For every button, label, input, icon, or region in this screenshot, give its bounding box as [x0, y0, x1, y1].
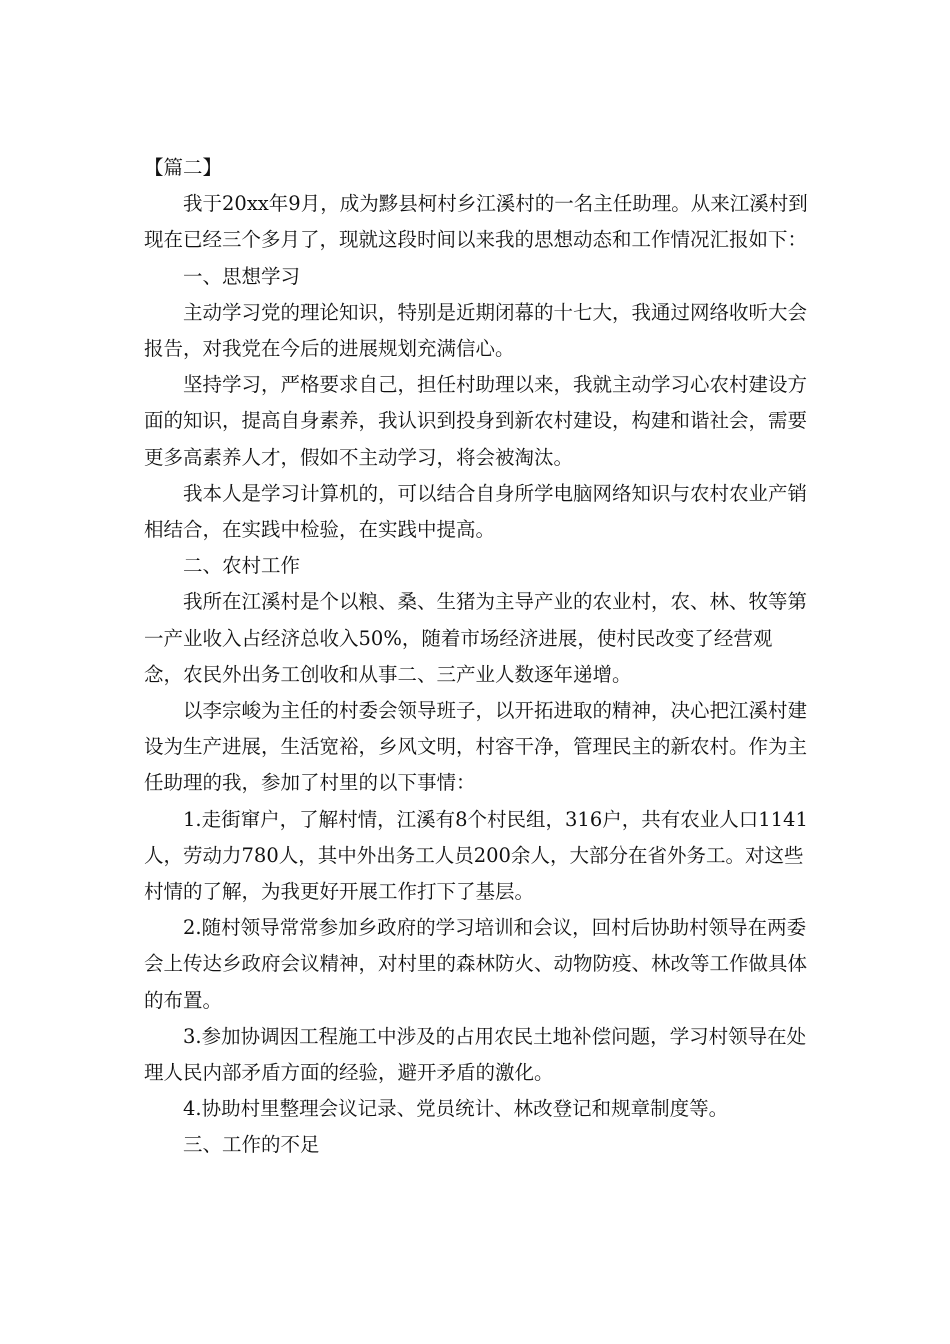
document-body	[144, 150, 808, 1164]
paragraph-village-committee: 以李宗峻为主任的村委会领导班子，以开拓进取的精神，决心把江溪村建设为生产进展，生活宽裕，乡风文明，村容干净，管理民主的新农村。作为主任助理的我，参加了村里的以下事情：	[144, 699, 808, 795]
paragraph-village-overview: 我所在江溪村是个以粮、桑、生猪为主导产业的农业村，农、林、牧等第一产业收入占经济总收入50%，随着市场经济进展，使村民改变了经营观念，农民外出务工创收和从事二、三产业人数逐年递增。	[144, 590, 808, 686]
paragraph-study-persist: 坚持学习，严格要求自己，担任村助理以来，我就主动学习心农村建设方面的知识，提高自身素养，我认识到投身到新农村建设，构建和谐社会，需要更多高素养人才，假如不主动学习，将会被淘汰。	[144, 373, 808, 469]
list-item-3: 3.参加协调因工程施工中涉及的占用农民土地补偿问题，学习村领导在处理人民内部矛盾方面的经验，避开矛盾的激化。	[144, 1024, 807, 1085]
paragraph-study-theory: 主动学习党的理论知识，特别是近期闭幕的十七大，我通过网络收听大会报告，对我党在今后的进展规划充满信心。	[144, 300, 808, 361]
section-heading-study: 一、思想学习	[183, 264, 301, 288]
paragraph-intro: 我于20xx年9月，成为黟县柯村乡江溪村的一名主任助理。从来江溪村到现在已经三个多月了，现就这段时间以来我的思想动态和工作情况汇报如下：	[144, 192, 808, 252]
section-heading-shortcomings: 三、工作的不足	[183, 1133, 320, 1157]
list-item-1: 1.走街窜户，了解村情，江溪有8个村民组，316户，共有农业人口1141人，劳动力780人，其中外出务工人员200余人，大部分在省外务工。对这些村情的了解，为我更好开展工作打下了基层。	[144, 807, 808, 904]
list-item-2: 2.随村领导常常参加乡政府的学习培训和会议，回村后协助村领导在两委会上传达乡政府会议精神，对村里的森林防火、动物防疫、林改等工作做具体的布置。	[144, 916, 808, 1012]
paragraph-study-computer: 我本人是学习计算机的，可以结合自身所学电脑网络知识与农村农业产销相结合，在实践中检验，在实践中提高。	[144, 481, 808, 542]
section-heading-rural-work: 二、农村工作	[183, 554, 301, 578]
list-item-4: 4.协助村里整理会议记录、党员统计、林改登记和规章制度等。	[183, 1097, 729, 1121]
section-tag: 【篇二】	[144, 156, 223, 179]
